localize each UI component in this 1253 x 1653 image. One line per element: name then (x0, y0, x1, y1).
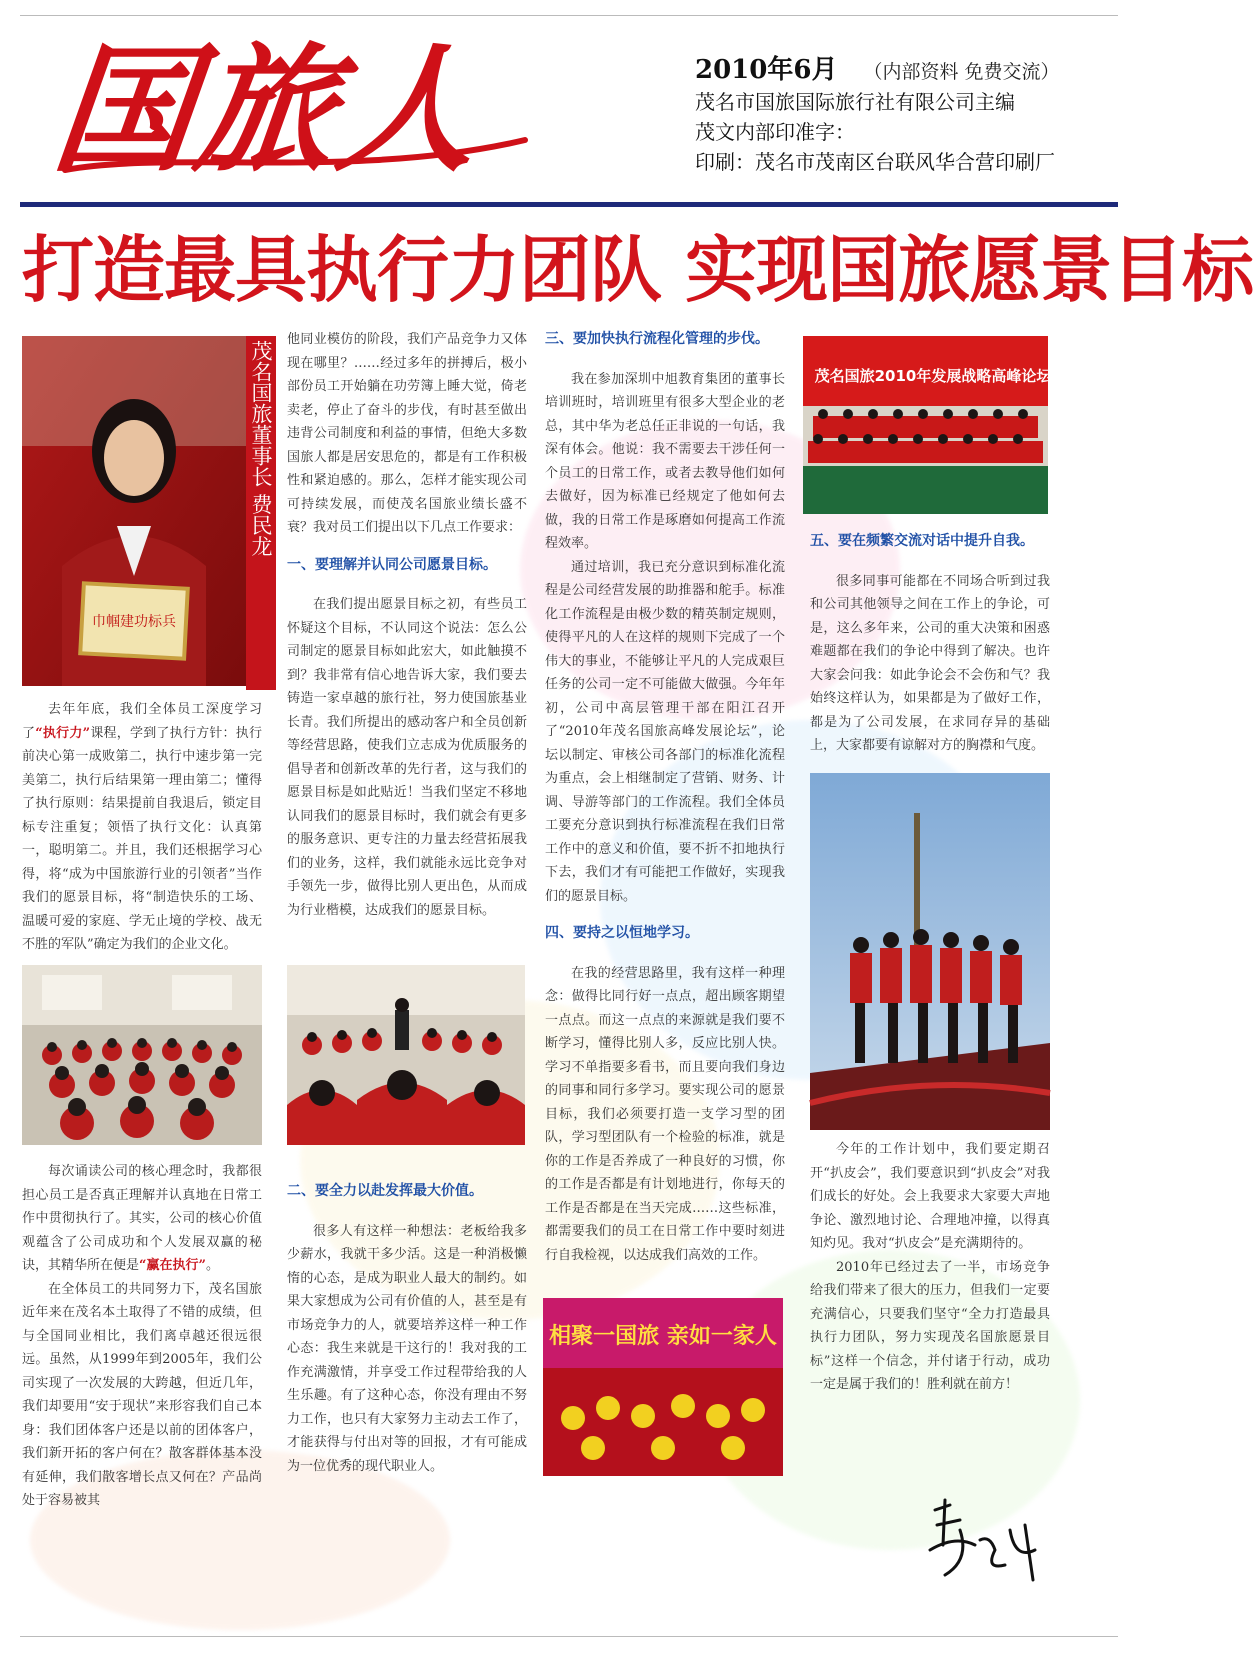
issue-date: 2010年6月 (695, 55, 838, 85)
col2-paragraph-3: 很多人有这样一种想法：老板给我多少薪水，我就干多少活。这是一种消极懒惰的心态，是成为职业人最大的制约。如果大家想成为公司有价值的人，甚至是有市场竞争力的人，就要培养这样一种工作心态：我生来就是干这行的！我对我的工作充满激情，并享受工作过程带给我的人生乐趣。有了这种心态，你没有理由不努力工作，也只有大家努力主动去工作了，才能获得与付出对等的回报，才有可能成为一位优秀的现代职业人。 (287, 1223, 527, 1474)
permit-line: 茂文内部印准字： (695, 120, 855, 144)
chairman-portrait (22, 336, 246, 686)
text-span: 去年年底，我们全体员工深度学习了 (22, 702, 262, 741)
meeting-image (287, 965, 525, 1145)
signature-image (915, 1490, 1055, 1590)
text-span: 每次诵读公司的核心理念时，我都很担心员工是否真正理解并认真地在日常工作中贯彻执行了。其实，公司的核心价值观蕴含了公司成功和个人发展双赢的秘诀，其精华所在便是 (22, 1164, 262, 1273)
issue-note: （内部资料 免费交流） (863, 61, 1060, 83)
issue-line (695, 55, 1115, 87)
col1-paragraph-1 (22, 698, 262, 957)
col4-paragraph-3: 2010年已经过去了一半，市场竞争给我们带来了很大的压力，但我们一定要充满信心，只要我们坚守“全力打造最具执行力团队，努力实现茂名国旅愿景目标”这样一个信念，并付诸于行动，成功一定是属于我们的！胜利就在前方！ (810, 1259, 1050, 1392)
portrait-image (22, 336, 246, 686)
column-3 (545, 328, 785, 1267)
party-image (543, 1298, 783, 1476)
column-2-top (287, 328, 527, 922)
subhead-5: 五、要在频繁交流对话中提升自我。 (810, 533, 1034, 549)
portrait-caption (246, 336, 276, 690)
masthead-rule (20, 202, 1118, 207)
forum-image (803, 336, 1052, 514)
headline: 打造最具执行力团队 实现国旅愿景目标 (22, 228, 1253, 312)
top-rule (20, 15, 1118, 16)
party-banner-text: 相聚一国旅 亲如一家人 (549, 1324, 777, 1349)
printer-line: 印刷：茂名市茂南区台联风华合营印刷厂 (695, 150, 1055, 174)
meeting-photo (287, 965, 525, 1145)
portrait-caption-text: 茂名国旅董事长 费民龙 (249, 340, 273, 557)
highlight-text: “赢在执行” (139, 1258, 206, 1273)
tower-group-image (810, 773, 1050, 1130)
subhead-1: 一、要理解并认同公司愿景目标。 (287, 556, 497, 573)
highlight-text: “执行力” (35, 725, 91, 741)
plaque-text: 巾帼建功标兵 (92, 614, 176, 630)
bottom-rule (20, 1636, 1118, 1637)
col4-paragraph-1: 很多同事可能都在不同场合听到过我和公司其他领导之间在工作上的争论，可是，这么多年来，公司的重大决策和困惑难题都在我们的争论中得到了解决。也许大家会问我：如此争论会不会伤和气？我始终这样认为，如果都是为了做好工作，都是为了公司发展，在求同存异的基础上，大家都要有谅解对方的胸襟和气度。 (810, 573, 1050, 753)
text-span: 。 (205, 1258, 219, 1273)
col1-paragraph-2 (22, 1160, 262, 1278)
col3-paragraph-2: 通过培训，我已充分意识到标准化流程是公司经营发展的助推器和舵手。标准化工作流程是由极少数的精英制定规则，使得平凡的人在这样的规则下完成了一个伟大的事业，不能够让平凡的人完成艰巨任务的公司一定不可能做大做强。今年年初，公司中高层管理干部在阳江召开了“2010年茂名国旅高峰发展论坛”，论坛以制定、审核公司各部门的标准化流程为重点，会上相继制定了营销、财务、计调、导游等部门的工作流程。我们全体员工要充分意识到执行标准流程在我们日常工作中的意义和价值，要不折不扣地执行下去，我们才有可能把工作做好，实现我们的愿景目标。 (545, 559, 785, 904)
forum-banner-text: 茂名国旅2010年发展战略高峰论坛 (814, 367, 1052, 385)
column-4-bottom (810, 1138, 1050, 1397)
column-1-top (22, 698, 262, 957)
col2-paragraph-2: 在我们提出愿景目标之初，有些员工怀疑这个目标，不认同这个说法：怎么公司制定的愿景目标如此宏大，如此触摸不到？我非常有信心地告诉大家，我们要去铸造一家卓越的旅行社，努力使国旅基业长青。我们所提出的感动客户和全员创新等经营思路，使我们立志成为优质服务的倡导者和创新改革的先行者，这与我们的愿景目标是如此贴近！当我们坚定不移地认同我们的愿景目标时，我们就会有更多的服务意识、更专注的力量去经营拓展我们的业务，这样，我们就能永远比竞争对手领先一步，做得比别人更出色，从而成为行业楷模，达成我们的愿景目标。 (287, 597, 527, 918)
publisher-line: 茂名市国旅国际旅行社有限公司主编 (695, 90, 1015, 114)
col4-paragraph-2: 今年的工作计划中，我们要定期召开“扒皮会”，我们要意识到“扒皮会”对我们成长的好处。会上我要求大家要大声地争论、激烈地讨论、合理地冲撞，以得真知灼见。我对“扒皮会”是充满期待的。 (810, 1142, 1050, 1251)
col2-paragraph-1: 他同业模仿的阶段，我们产品竞争力又体现在哪里？……经过多年的拼搏后，极小部份员工开始躺在功劳簿上睡大觉，倚老卖老，停止了奋斗的步伐，有时甚至做出违背公司制度和利益的事情，但绝大多数国旅人都是居安思危的，都是有工作积极性和紧迫感的。那么，怎样才能实现公司可持续发展，而使茂名国旅业绩长盛不衰？我对员工们提出以下几点工作要求： (287, 332, 527, 535)
party-photo (543, 1298, 783, 1476)
col3-paragraph-1: 我在参加深圳中旭教育集团的董事长培训班时，培训班里有很多大型企业的老总，其中华为老总任正非说的一句话，我深有体会。他说：我不需要去干涉任何一个员工的日常工作，或者去教导他们如何去做好，因为标准已经规定了他如何去做，我的日常工作是琢磨如何提高工作流程效率。 (545, 371, 785, 551)
subhead-3: 三、要加快执行流程化管理的步伐。 (545, 331, 769, 347)
classroom-photo (22, 965, 262, 1145)
logo-text: 国旅人 (46, 28, 490, 191)
subhead-2: 二、要全力以赴发挥最大价值。 (287, 1183, 483, 1199)
column-1-bottom (22, 1160, 262, 1513)
classroom-image (22, 965, 262, 1145)
col1-paragraph-3: 在全体员工的共同努力下，茂名国旅近年来在茂名本土取得了不错的成绩，但与全国同业相比，我们离卓越还很远很远。虽然，从1999年到2005年，我们公司实现了一次发展的大跨越，但近几年，我们却要用“安于现状”来形容我们自己本身：我们团体客户还是以前的团体客户，我们新开拓的客户何在？散客群体基本没有延伸，我们散客增长点又何在？产品尚处于容易被其 (22, 1281, 262, 1508)
subhead-4: 四、要持之以恒地学习。 (545, 925, 699, 941)
forum-photo (803, 336, 1052, 514)
column-4-top (810, 530, 1050, 758)
text-span: 课程，学到了执行方针：执行前决心第一成败第二，执行中速步第一完美第二，执行后结果第一理由第二；懂得了执行原则：结果提前自我退后，锁定目标专注重复；领悟了执行文化：认真第一，聪明第二。并且，我们还根据学习心得，将“成为中国旅游行业的引领者”当作我们的愿景目标，将“制造快乐的工场、温暖可爱的家庭、学无止境的学校、战无不胜的军队”确定为我们的企业文化。 (22, 725, 262, 952)
column-2-bottom (287, 1180, 527, 1478)
masthead-info (695, 55, 1115, 177)
masthead-logo (46, 28, 555, 191)
col3-paragraph-3: 在我的经营思路里，我有这样一种理念：做得比同行好一点点，超出顾客期望一点点。而这一点点的来源就是我们要不断学习，懂得比别人多，反应比别人快。学习不单指要多看书，而且要向我们身边的同事和同行多学习。要实现公司的愿景目标，我们必须要打造一支学习型的团队，学习型团队有一个检验的标准，就是你的工作是否养成了一种良好的习惯，你的工作是否都是有计划地进行，你每天的工作是否都是在当天完成……这些标准，都需要我们的员工在日常工作中要时刻进行自我检视，以达成我们高效的工作。 (545, 965, 785, 1263)
tower-group-photo (810, 773, 1050, 1130)
signature (915, 1490, 1055, 1590)
